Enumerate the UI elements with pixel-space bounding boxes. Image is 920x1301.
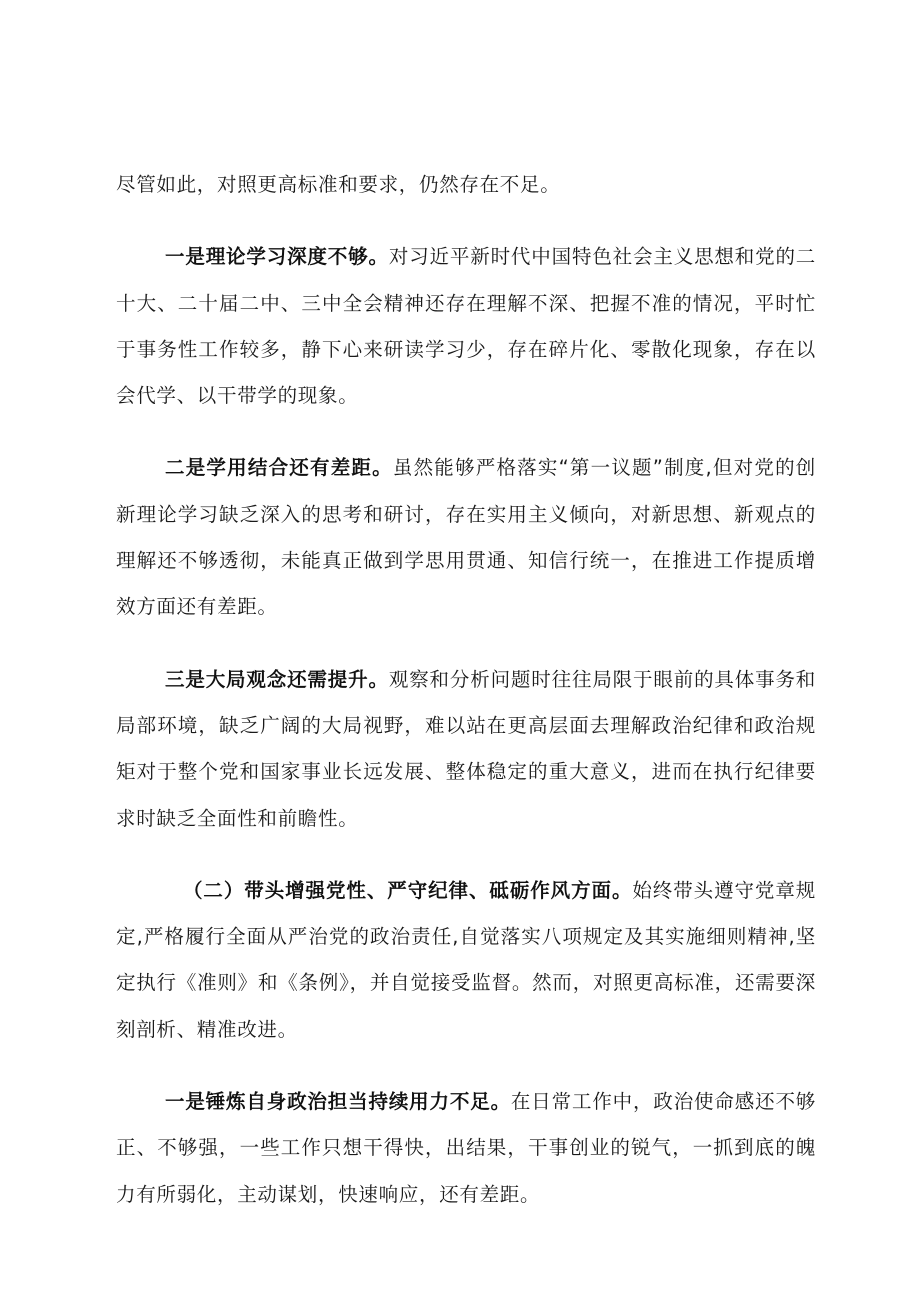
paragraph-intro [116, 162, 816, 208]
paragraph-lead: 二是学用结合还有差距。 [165, 456, 393, 480]
paragraph-text: 始终带头遵守党章规定,严格履行全面从严治党的政治责任,自觉落实八项规定及其实施细则精神,坚定执行《准则》和《条例》，并自觉接受监督。然而，对照更高标准，还需要深刻剖析、精准改进。 [116, 878, 816, 1041]
paragraph-text: 虽然能够严格落实“第一议题”制度,但对党的创新理论学习缺乏深入的思考和研讨，存在实用主义倾向，对新思想、新观点的理解还不够透彻，未能真正做到学思用贯通、知信行统一，在推进工作提质增效方面还有差距。 [116, 456, 816, 619]
paragraph-text: 在日常工作中，政治使命感还不够正、不够强，一些工作只想干得快，出结果，干事创业的锐气，一抓到底的魄力有所弱化，主动谋划，快速响应，还有差距。 [116, 1090, 816, 1206]
paragraph-item-1 [116, 234, 816, 419]
paragraph-text: 尽管如此，对照更高标准和要求，仍然存在不足。 [116, 173, 561, 196]
paragraph-lead: 一是锤炼自身政治担当持续用力不足。 [165, 1090, 511, 1114]
document-body [116, 162, 816, 1218]
paragraph-text: 观察和分析问题时往往局限于眼前的具体事务和局部环境，缺乏广阔的大局视野，难以站在更高层面去理解政治纪律和政治规矩对于整个党和国家事业长远发展、整体稳定的重大意义，进而在执行纪律要求时缺乏全面性和前瞻性。 [116, 667, 817, 830]
section-heading: （二）带头增强党性、严守纪律、砥砺作风方面。 [183, 878, 633, 902]
paragraph-text: 对习近平新时代中国特色社会主义思想和党的二十大、二十届二中、三中全会精神还存在理解不深、把握不准的情况，平时忙于事务性工作较多，静下心来研读学习少，存在碎片化、零散化现象，存在以会代学、以干带学的现象。 [116, 245, 817, 408]
paragraph-lead: 三是大局观念还需提升。 [165, 667, 389, 691]
paragraph-section-2 [116, 868, 816, 1053]
paragraph-item-2 [116, 445, 816, 630]
paragraph-lead: 一是理论学习深度不够。 [165, 245, 389, 269]
paragraph-item-3 [116, 657, 816, 842]
paragraph-item-4 [116, 1079, 816, 1218]
